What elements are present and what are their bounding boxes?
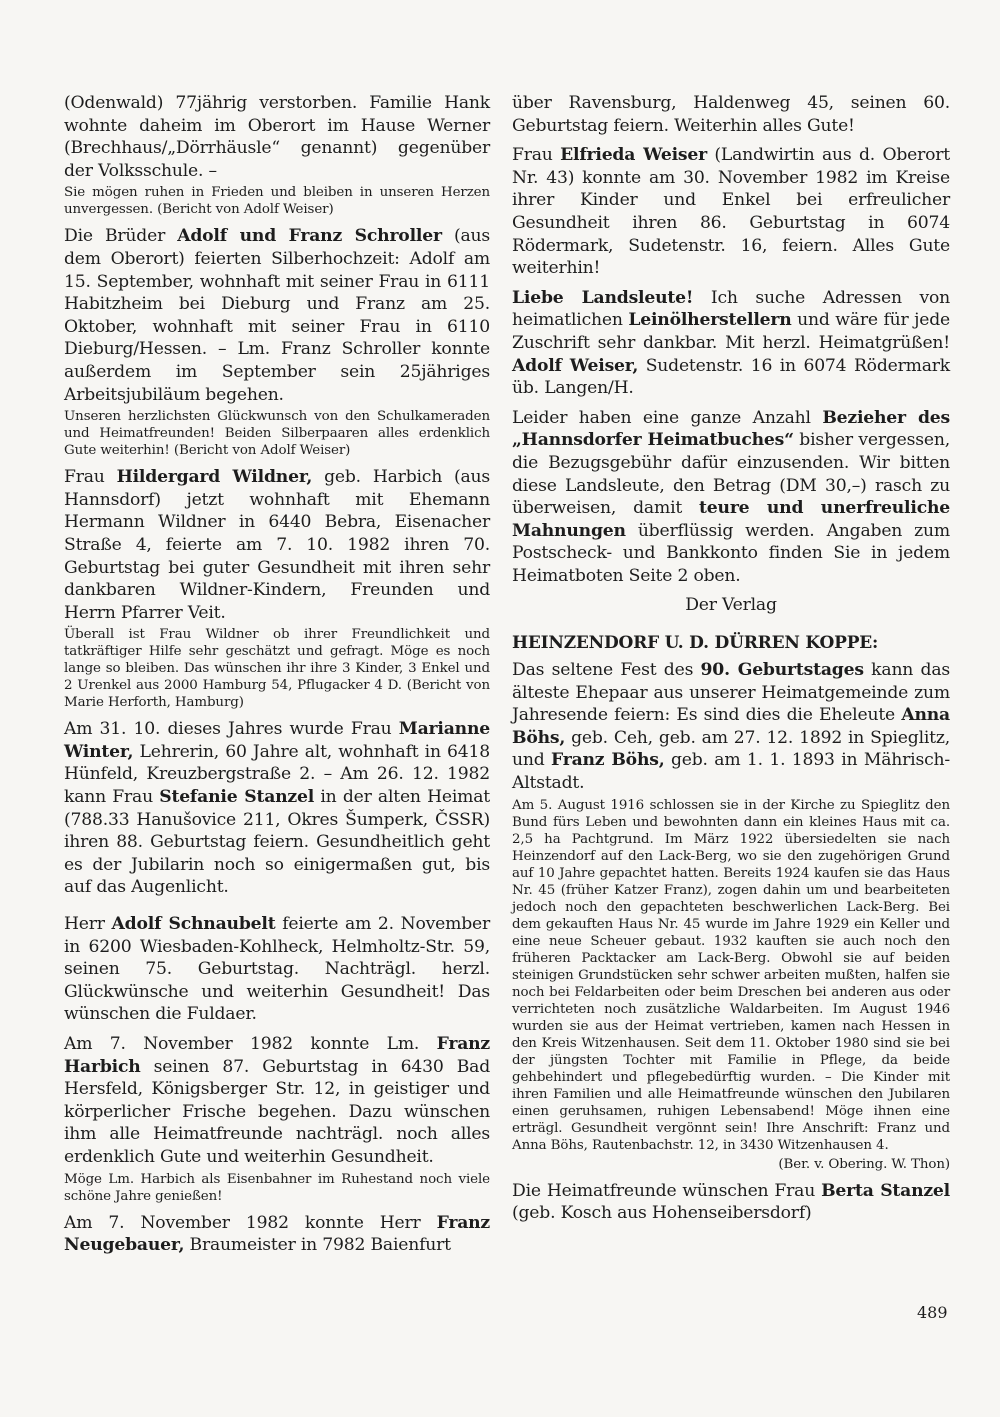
section-heading	[512, 631, 950, 655]
text-run: geb. Harbich (aus Hannsdorf) jetzt wohnhaft mit Ehemann Hermann Wildner in 6440 Bebra, Eisenacher Straße 4, feierte am 7. 10. 1982 ihren 70. Geburtstag bei guter Gesundheit mit ihren sehr dankbaren Wildner-Kindern, Freunden und Herrn Pfarrer Veit.	[64, 467, 491, 623]
text-run: kann das älteste Ehepaar aus unserer Heimatgemeinde zum Jahresende feiern: Es sind dies die Eheleute	[512, 660, 950, 726]
text-run: Leider haben eine ganze Anzahl	[512, 407, 823, 428]
bold-name: teure und unerfreuliche Mahnungen	[512, 498, 950, 541]
article-paragraph	[512, 1180, 950, 1225]
article-paragraph	[64, 408, 490, 459]
text-run: Am 31. 10. dieses Jahres wurde Frau	[64, 719, 399, 740]
text-run: Herr	[64, 914, 112, 935]
bold-name: HEINZENDORF U. D. DÜRREN KOPPE:	[512, 633, 879, 654]
bold-name: Adolf Weiser,	[512, 355, 639, 376]
text-run: Sudetenstr. 16 in 6074 Rödermark üb. Langen/H.	[512, 355, 950, 399]
article-paragraph	[64, 1171, 490, 1205]
text-run: Am 5. August 1916 schlossen sie in der Kirche zu Spieglitz den Bund fürs Leben und bewohnten dann ein kleines Haus mit ca. 2,5 ha Pachtgrund. Im März 1922 übersiedelten sie nach Heinzendorf auf den Lack-Berg, wo sie den zugehörigen Grund auf 10 Jahre gepachtet hatten. Bereits 1924 kaufen sie das Haus Nr. 45 (früher Katzer Franz), zogen dahin um und bearbeiteten jedoch noch den gepachteten beschwerlichen Lack-Berg. Bei dem gekauften Haus Nr. 45 wurde im Jahre 1929 ein Keller und eine neue Scheuer gebaut. 1932 kauften sie auch noch den früheren Packtacker am Lack-Berg. Obwohl sie auf beiden steinigen Grundstücken sehr schwer arbeiten mußten, halfen sie noch bei Feldarbeiten oder beim Dreschen bei anderen aus oder verrichteten noch zusätzliche Waldarbeiten. Im August 1946 wurden sie aus der Heimat vertrieben, kamen nach Hessen in den Kreis Witzenhausen. Seit dem 11. Oktober 1980 sind sie bei der jüngsten Tochter mit Familie in Pflege, da beide gehbehindert und pflegebedürftig wurden. – Die Kinder mit ihren Familien und alle Heimatfreunde wünschen den Jubilaren einen geruhsamen, ruhigen Lebensabend! Möge ihnen eine erträgl. Gesundheit vergönnt sein! Ihre Anschrift: Franz und Anna Böhs, Rautenbachstr. 12, in 3430 Witzenhausen 4.	[512, 797, 950, 1153]
article-paragraph	[512, 1156, 950, 1173]
text-run: (Ber. v. Obering. W. Thon)	[778, 1156, 950, 1172]
bold-name: Berta Stanzel	[821, 1180, 950, 1201]
article-paragraph	[512, 287, 950, 400]
text-run: überflüssig werden. Angaben zum Postscheck- und Bankkonto finden Sie in jedem Heimatboten Seite 2 oben.	[512, 520, 950, 586]
text-run: (aus dem Oberort) feierten Silberhochzeit: Adolf am 15. September, wohnhaft mit seiner Frau in 6111 Habitzheim bei Dieburg und Franz am 25. Oktober, wohnhaft mit seiner Frau in 6110 Dieburg/Hessen. – Lm. Franz Schroller konnte außerdem im September sein 25jähriges Arbeitsjubiläum begehen.	[64, 226, 490, 405]
text-run: Die Brüder	[64, 226, 178, 247]
text-run: (Odenwald) 77jährig verstorben. Familie Hank wohnte daheim im Oberort im Hause Werner (Brechhaus/„Dörrhäusle“ genannt) gegenüber der Volksschule. –	[64, 93, 490, 181]
article-paragraph	[512, 92, 950, 137]
right-column	[512, 92, 950, 1232]
page-number: 489	[917, 1303, 948, 1322]
bold-name: Franz Böhs,	[551, 750, 665, 771]
article-paragraph	[64, 718, 490, 899]
bold-name: Hildergard Wildner,	[116, 467, 313, 488]
article-paragraph	[64, 913, 490, 1026]
left-column	[64, 92, 490, 1264]
text-run: und wäre für jede Zuschrift sehr dankbar. Mit herzl. Heimatgrüßen!	[512, 310, 950, 353]
text-run: Am 7. November 1982 konnte Herr	[64, 1212, 437, 1233]
bold-name: Adolf und Franz Schroller	[177, 226, 442, 247]
article-paragraph	[64, 1033, 490, 1169]
bold-name: Franz Neugebauer,	[64, 1212, 490, 1256]
text-run: Frau	[64, 467, 117, 488]
article-paragraph	[512, 594, 950, 617]
bold-name: Leinölherstellern	[628, 310, 792, 331]
article-paragraph	[64, 225, 490, 406]
bold-name: Anna Böhs,	[512, 705, 950, 748]
text-run: in der alten Heimat (788.33 Hanušovice 211, Okres Šumperk, ČSSR) ihren 88. Geburtstag feiern. Gesundheitlich geht es der Jubilarin noch so einigermaßen gut, bis auf das Augenlicht.	[64, 787, 490, 898]
article-paragraph	[64, 626, 490, 711]
article-paragraph	[64, 1212, 490, 1257]
text-run: Möge Lm. Harbich als Eisenbahner im Ruhestand noch viele schöne Jahre genießen!	[64, 1171, 490, 1204]
article-paragraph	[64, 184, 490, 218]
bold-name: Marianne Winter,	[64, 719, 490, 762]
text-run: seinen 87. Geburtstag in 6430 Bad Hersfeld, Königsberger Str. 12, in geistiger und körperlicher Frische begehen. Dazu wünschen ihm alle Heimatfreunde nachträgl. noch alles erdenklich Gute und weiterhin Gesundheit.	[64, 1056, 490, 1167]
text-run: (geb. Kosch aus Hohenseibersdorf)	[512, 1203, 812, 1224]
text-run: feierte am 2. November in 6200 Wiesbaden-Kohlheck, Helmholtz-Str. 59, seinen 75. Geburtstag. Nachträgl. herzl. Glückwünsche und weiterhin Gesundheit! Das wünschen die Fuldaer.	[64, 914, 490, 1025]
text-run: Braumeister in 7982 Baienfurt	[184, 1235, 451, 1256]
bold-name: Elfrieda Weiser	[560, 145, 707, 166]
text-run: Der Verlag	[685, 595, 777, 616]
text-run: Frau	[512, 145, 561, 166]
text-run: bisher vergessen, die Bezugsgebühr dafür einzusenden. Wir bitten diese Landsleute, den Betrag (DM 30,–) rasch zu überweisen, damit	[512, 430, 950, 519]
text-run: Das seltene Fest des	[512, 660, 701, 681]
text-run: geb. am 1. 1. 1893 in Mährisch-Altstadt.	[512, 750, 950, 794]
bold-name: 90. Geburtstages	[700, 660, 864, 681]
article-paragraph	[512, 407, 950, 588]
bold-name: Liebe Landsleute!	[512, 287, 694, 308]
article-paragraph	[64, 92, 490, 182]
text-run: über Ravensburg, Haldenweg 45, seinen 60. Geburtstag feiern. Weiterhin alles Gute!	[512, 93, 950, 136]
bold-name: Adolf Schnaubelt	[111, 914, 276, 935]
text-run: Überall ist Frau Wildner ob ihrer Freundlichkeit und tatkräftiger Hilfe sehr geschätzt und gefragt. Möge es noch lange so bleiben. Das wünschen ihr ihre 3 Kinder, 3 Enkel und 2 Urenkel aus 2000 Hamburg 54, Pflugacker 4 D. (Bericht von Marie Herforth, Hamburg)	[64, 627, 490, 711]
bold-name: Bezieher des „Hannsdorfer Heimatbuches“	[512, 407, 950, 451]
text-run: Lehrerin, 60 Jahre alt, wohnhaft in 6418 Hünfeld, Kreuzbergstraße 2. – Am 26. 12. 1982 kann Frau	[64, 741, 490, 808]
text-run: geb. Ceh, geb. am 27. 12. 1892 in Spieglitz, und	[512, 727, 950, 771]
article-paragraph	[512, 144, 950, 280]
text-run: Ich suche Adressen von heimatlichen	[512, 287, 950, 331]
bold-name: Stefanie Stanzel	[159, 787, 315, 808]
article-paragraph	[512, 797, 950, 1154]
article-paragraph	[64, 466, 490, 624]
bold-name: Franz Harbich	[64, 1034, 490, 1077]
text-run: Am 7. November 1982 konnte Lm.	[64, 1034, 437, 1054]
text-run: Unseren herzlichsten Glückwunsch von den Schulkameraden und Heimatfreunden! Beiden Silberpaaren alles erdenklich Gute weiterhin! (Bericht von Adolf Weiser)	[64, 409, 490, 459]
text-run: Sie mögen ruhen in Frieden und bleiben in unseren Herzen unvergessen. (Bericht von Adolf Weiser)	[64, 185, 490, 218]
text-run: (Landwirtin aus d. Oberort Nr. 43) konnte am 30. November 1982 im Kreise ihrer Kinder und Enkel bei erfreulicher Gesundheit ihren 86. Geburtstag in 6074 Rödermark, Sudetenstr. 16, feiern. Alles Gute weiterhin!	[512, 145, 950, 279]
text-run: Die Heimatfreunde wünschen Frau	[512, 1180, 822, 1201]
article-paragraph	[512, 659, 950, 795]
